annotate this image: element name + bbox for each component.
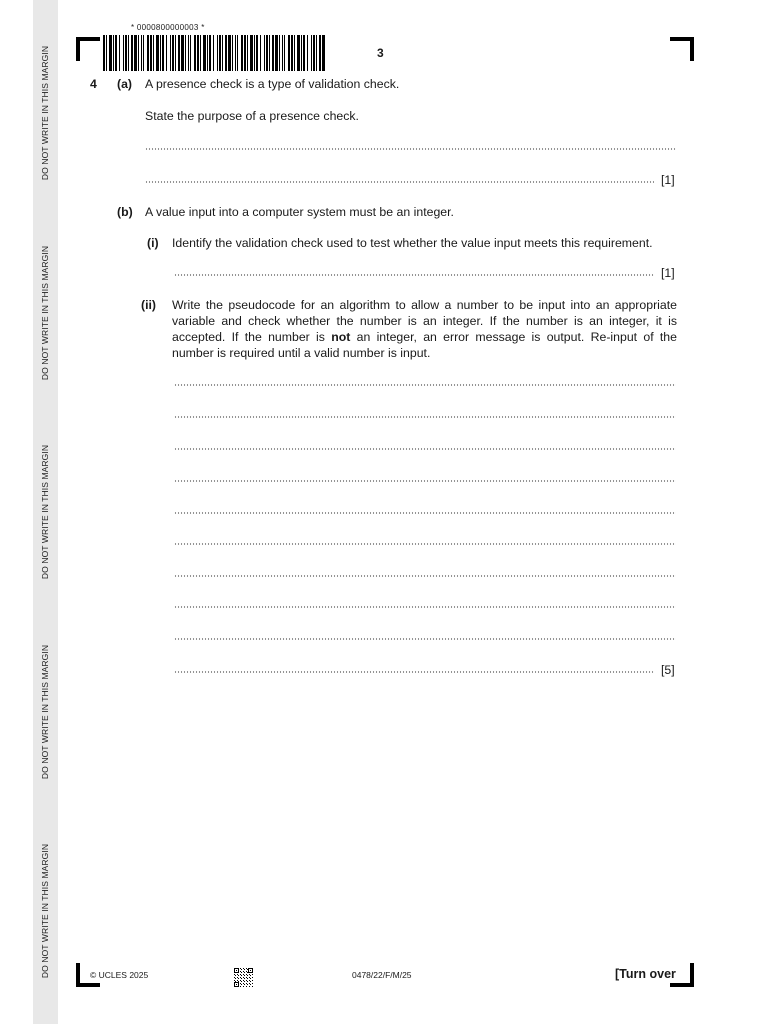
question-number: 4 (90, 77, 97, 91)
part-a-text: A presence check is a type of validation check. (145, 77, 400, 91)
part-b-i-marks: [1] (661, 266, 675, 280)
barcode-icon (103, 35, 325, 71)
part-b-ii-text-after: an integer, an error message is output. Re-input of the number is required until a valid number is input. (172, 330, 677, 360)
answer-line[interactable] (174, 274, 654, 276)
part-a-prompt: State the purpose of a presence check. (145, 109, 359, 123)
corner-mark-top-left (76, 37, 100, 61)
footer-paper-code: 0478/22/F/M/25 (352, 970, 412, 980)
part-b-label: (b) (117, 205, 133, 219)
answer-line[interactable] (174, 384, 676, 386)
part-b-ii-text (172, 297, 677, 361)
part-b-ii-text-before: Write the pseudocode for an algorithm to allow a number to be input into an appropriate variable and check whether the number is an integer. If the number is an integer, it is accepted. If the number is (172, 298, 677, 344)
footer-copyright: © UCLES 2025 (90, 970, 149, 980)
part-b-ii-marks: [5] (661, 663, 675, 677)
page-number: 3 (377, 46, 384, 60)
answer-line[interactable] (174, 671, 654, 673)
corner-mark-top-right (670, 37, 694, 61)
part-b-i-text: Identify the validation check used to test whether the value input meets this requirement. (172, 236, 653, 250)
part-b-ii-label: (ii) (141, 298, 157, 312)
answer-line[interactable] (174, 638, 676, 640)
answer-line[interactable] (174, 448, 676, 450)
turn-over-label: [Turn over (615, 967, 676, 981)
answer-line[interactable] (174, 480, 676, 482)
answer-line[interactable] (145, 148, 676, 150)
barcode-number: * 0000800000003 * (131, 23, 205, 32)
answer-line[interactable] (174, 416, 676, 418)
answer-line[interactable] (174, 512, 676, 514)
part-b-i-label: (i) (147, 236, 159, 250)
answer-line[interactable] (145, 181, 654, 183)
answer-line[interactable] (174, 575, 676, 577)
part-b-text: A value input into a computer system must be an integer. (145, 205, 454, 219)
answer-line[interactable] (174, 543, 676, 545)
exam-page: DO NOT WRITE IN THIS MARGIN DO NOT WRITE IN THIS MARGIN DO NOT WRITE IN THIS MARGIN DO NOT WRITE IN THIS MARGIN DO NOT WRITE IN THIS MARGIN * 0000800000003 * 3 4 (a) A presence check is a type of validation check. State the purpose of a presence check. [1] (b) A value input into a computer system must be an integer. (i) Identify the validation check used to test whether the value input meets this requirement. [1] (ii) Write the pseudocode for an algorithm to allow a number to be input into an appropriate variable and check whether the number is an integer. If the number is an integer, it is accepted. If the number is not an integer, an error message is output. Re-input of the number is required until a valid number is input. [5] © UCLES 2025 0478/22/F/M/25 [Turn over (0, 0, 768, 1024)
part-a-label: (a) (117, 77, 133, 91)
answer-line[interactable] (174, 606, 676, 608)
part-a-marks: [1] (661, 173, 675, 187)
qr-code-icon (234, 968, 253, 987)
emphasis-not: not (331, 330, 351, 344)
